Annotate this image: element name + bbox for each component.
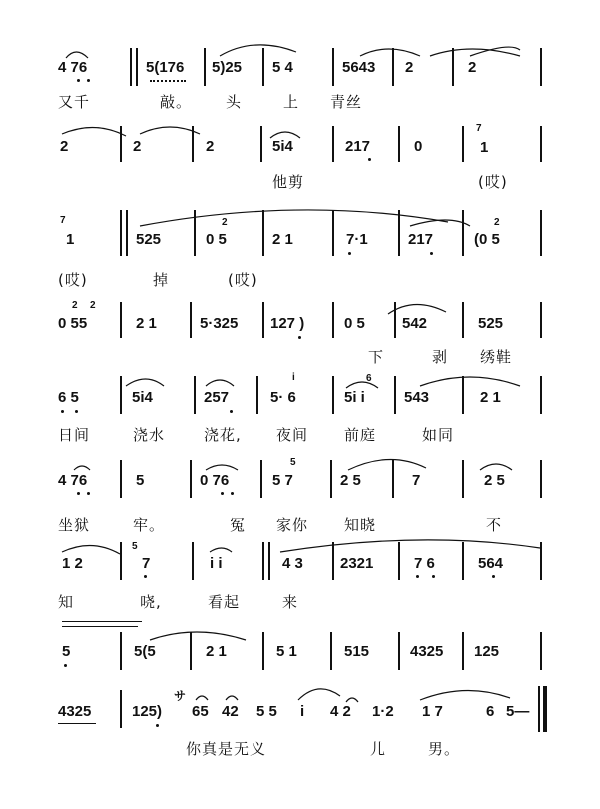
note-group: 2 5 [484,472,505,489]
note-group: 5i4 [272,138,293,155]
note-group: 5 1 [276,643,297,660]
lyric: 如同 [422,426,455,444]
note-group: 5 7 [272,472,293,489]
grace-note: 5 [132,541,138,552]
note-group: 564 [478,555,504,572]
lyric: 日间 [58,426,91,444]
lyric: 浇水 [133,426,166,444]
lyric: 下 [368,348,385,366]
lyric: 知晓 [344,516,377,534]
note-group: 7 [412,472,421,489]
note-group: 0 [414,138,423,155]
lyric: 儿 [370,740,387,758]
note-group: 2 [133,138,142,155]
lyric: (哎) [228,271,258,289]
lyric: 青丝 [330,93,363,111]
grace-note: 7 [476,123,482,134]
lyric: (哎) [478,173,508,191]
note-group: 5643 [342,59,376,76]
note-group: i [300,703,305,720]
lyric: 夜间 [276,426,309,444]
lyric: 浇花, [204,426,242,444]
note-group: 5· 6 [270,389,296,406]
grace-note: 2 [72,300,78,311]
lyric: 男。 [428,740,461,758]
note-group: 1 [480,139,489,156]
lyric: 你真是无义 [186,740,267,758]
note-group: 257 [204,389,230,406]
note-group: 217 [408,231,434,248]
lyric: 他剪 [272,173,305,191]
grace-note: 2 [494,217,500,228]
lyric: 剥 [432,348,449,366]
lyric: 牢。 [133,516,166,534]
lyric: 家你 [276,516,309,534]
note-group: 2 1 [480,389,501,406]
lyric: 掉 [153,271,170,289]
lyric: 又千 [58,93,91,111]
note-group: 5 [136,472,145,489]
note-group: 5(5 [134,643,156,660]
note-group: 4 2 [330,703,351,720]
note-group: 542 [402,315,428,332]
note-group: 0 5 [206,231,227,248]
note-group: 4325 [58,703,92,720]
note-group: 217 [345,138,371,155]
lyric: 头 [226,93,243,111]
note-group: 2 [468,59,477,76]
note-group: 42 [222,703,239,720]
lyric: 知 [58,593,75,611]
note-group: 5(176 [146,59,185,76]
note-group: 65 [192,703,209,720]
note-group: 1·2 [372,703,394,720]
grace-note: 6 [366,373,372,384]
note-group: 525 [136,231,162,248]
note-group: 0 76 [200,472,230,489]
note-group: 543 [404,389,430,406]
note-group: 125) [132,703,163,720]
note-group: 2 [405,59,414,76]
lyric: 看起 [208,593,241,611]
note-group: 0 55 [58,315,88,332]
lyric: 来 [282,593,299,611]
note-group: 2 [60,138,69,155]
note-group: 5i4 [132,389,153,406]
note-group: 4 3 [282,555,303,572]
note-group: 5 5 [256,703,277,720]
note-group: (0 5 [474,231,500,248]
note-group: 2 1 [136,315,157,332]
grace-note: i [292,372,295,383]
note-group: 4 76 [58,59,88,76]
lyric: 冤 [230,516,247,534]
note-group: 6 [486,703,495,720]
note-group: 525 [478,315,504,332]
note-group: 7 6 [414,555,435,572]
note-group: 2 5 [340,472,361,489]
note-group: 2 1 [206,643,227,660]
lyric: 前庭 [344,426,377,444]
note-group: 2 [206,138,215,155]
grace-note: 2 [90,300,96,311]
note-group: i i [210,555,223,572]
free-meter-mark: サ [174,689,187,703]
note-group: 7·1 [346,231,368,248]
note-group: 1 7 [422,703,443,720]
note-group: 5— [506,703,530,720]
lyric: 坐狱 [58,516,91,534]
lyric: (哎) [58,271,88,289]
grace-note: 2 [222,217,228,228]
note-group: 0 5 [344,315,365,332]
note-group: 4 76 [58,472,88,489]
note-group: 5)25 [212,59,243,76]
lyric: 绣鞋 [480,348,513,366]
grace-note: 5 [290,457,296,468]
note-group: 4325 [410,643,444,660]
lyric: 上 [283,93,300,111]
note-group: 2 1 [272,231,293,248]
note-group: 7 [142,555,151,572]
note-group: 1 2 [62,555,83,572]
lyric: 哓, [140,593,162,611]
note-group: 2321 [340,555,374,572]
note-group: 5i i [344,389,365,406]
note-group: 5·325 [200,315,239,332]
note-group: 6 5 [58,389,79,406]
note-group: 1 [66,231,75,248]
note-group: 5 [62,643,71,660]
note-group: 127 ) [270,315,305,332]
note-group: 515 [344,643,370,660]
lyric: 不 [486,516,503,534]
note-group: 5 4 [272,59,293,76]
lyric: 敲。 [160,93,193,111]
note-group: 125 [474,643,500,660]
grace-note: 7 [60,215,66,226]
